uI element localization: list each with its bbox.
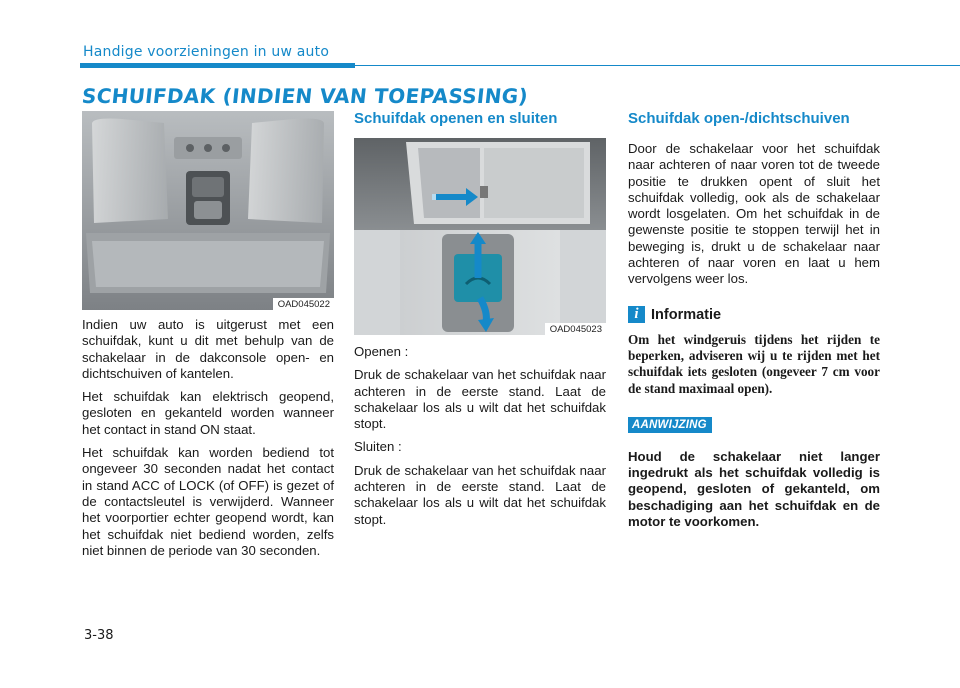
info-title: Informatie — [651, 306, 722, 323]
info-box — [628, 306, 880, 397]
figure-id: OAD045023 — [545, 323, 606, 335]
middle-heading-wrap — [354, 110, 606, 135]
page-title: SCHUIFDAK (INDIEN VAN TOEPASSING) — [80, 84, 530, 108]
caution-badge: AANWIJZING — [628, 417, 712, 433]
paragraph: Door de schakelaar voor het schuifdak naar achteren of naar voren tot de tweede positie te drukken opent of sluit het schuifdak volledig, ook als de schakelaar wordt losgelaten. Om het schuifdak in de gewenste positie te stoppen terwijl het in beweging is, drukt u de schakelaar naar achteren of naar voren en laat u hem vervolgens weer los. — [628, 141, 880, 287]
paragraph: Sluiten : — [354, 439, 402, 455]
paragraph: Openen : — [354, 344, 409, 359]
header-rule-thin — [355, 65, 960, 66]
figure-id: OAD045022 — [273, 298, 334, 310]
roof-console-figure — [82, 111, 334, 310]
info-text: Om het windgeruis tijdens het rijden te beperken, adviseren wij u te rijden met het schuifdak iets gesloten (ongeveer 7 cm voor de stand maximaal open). — [628, 331, 880, 396]
section-heading: Schuifdak openen en sluiten — [354, 110, 558, 127]
sunroof-switch-illustration — [354, 138, 606, 335]
paragraph: Het schuifdak kan elektrisch geopend, gesloten en gekanteld worden wanneer het contact in stand ON staat. — [82, 389, 334, 437]
header-rule-thick — [80, 63, 355, 68]
page-number: 3-38 — [84, 628, 114, 643]
middle-column-text — [354, 344, 606, 535]
roof-console-illustration — [82, 111, 334, 310]
info-header — [628, 306, 880, 324]
left-column-text — [82, 317, 334, 566]
paragraph: Druk de schakelaar van het schuifdak naar achteren in de eerste stand. Laat de schakelaar los als u wilt dat het schuifdak stopt. — [354, 462, 606, 527]
sunroof-switch-figure — [354, 138, 606, 335]
paragraph: Indien uw auto is uitgerust met een schuifdak, kunt u dit met behulp van de schakelaar in de dakconsole open- en dichtschuiven of kantelen. — [82, 317, 334, 381]
paragraph: Druk de schakelaar van het schuifdak naar achteren in de eerste stand. Laat de schakelaar los als u wilt dat het schuifdak stopt. — [354, 367, 606, 432]
section-heading: Schuifdak open-/dichtschuiven — [628, 110, 850, 127]
right-column-text — [628, 110, 880, 537]
caution-box — [628, 415, 880, 530]
paragraph: Het schuifdak kan worden bediend tot ongeveer 30 seconden nadat het contact in stand ACC of LOCK (of OFF) is gezet of de contactsleutel is verwijderd. Wanneer het voorportier echter geopend wordt, kan het schuifdak niet bediend worden, zelfs niet binnen de periode van 30 seconden. — [82, 445, 334, 558]
caution-text: Houd de schakelaar niet langer ingedrukt als het schuifdak volledig is geopend, gesloten of gekanteld, om beschadiging aan het schuifdak en de motor te voorkomen. — [628, 448, 880, 530]
info-icon: i — [628, 306, 645, 323]
section-label: Handige voorzieningen in uw auto — [83, 44, 330, 60]
